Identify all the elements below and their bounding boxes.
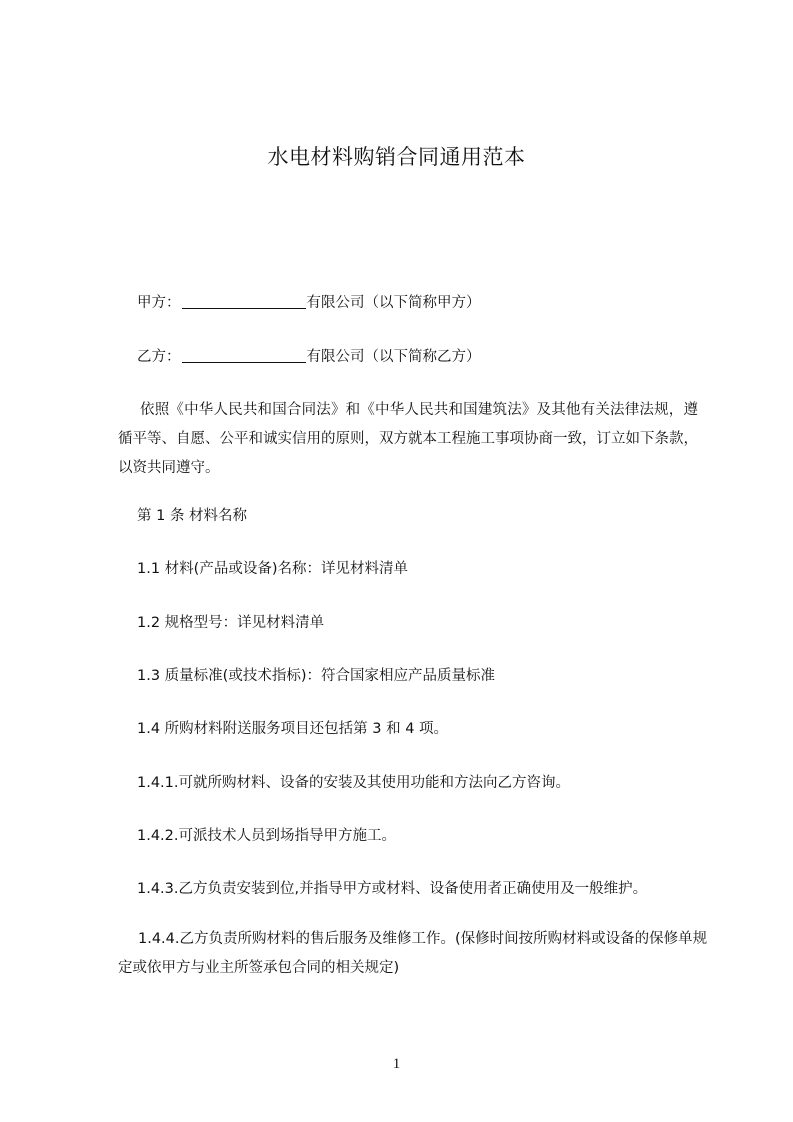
clause-1-4-1: 1.4.1.可就所购材料、设备的安装及其使用功能和方法向乙方咨询。 [137,775,571,791]
preamble-paragraph: 依照《中华人民共和国合同法》和《中华人民共和国建筑法》及其他有关法律法规，遵循平等、自愿、公平和诚实信用的原则，双方就本工程施工事项协商一致，订立如下条款，以资共同遵守。 [118,402,698,476]
clause-1-1: 1.1 材料(产品或设备)名称：详见材料清单 [137,561,408,577]
clause-1-4: 1.4 所购材料附送服务项目还包括第 3 和 4 项。 [137,721,449,737]
clause-1-3: 1.3 质量标准(或技术指标)：符合国家相应产品质量标准 [137,668,495,684]
party-b-suffix: 有限公司（以下简称乙方） [306,349,481,365]
clause-1-4-3: 1.4.3.乙方负责安装到位,并指导甲方或材料、设备使用者正确使用及一般维护。 [137,881,648,897]
party-b-label: 乙方： [137,349,181,365]
party-a-blank [182,294,306,309]
article-1-heading: 第 1 条 材料名称 [137,508,248,524]
clause-1-2: 1.2 规格型号：详见材料清单 [137,615,325,631]
party-b-blank [182,348,306,363]
party-a-line [137,291,481,312]
page-number: 1 [392,1056,401,1072]
clause-1-4-4: 1.4.4.乙方负责所购材料的售后服务及维修工作。(保修时间按所购材料或设备的保修单规定或依甲方与业主所签承包合同的相关规定) [118,931,708,976]
party-a-suffix: 有限公司（以下简称甲方） [306,295,481,311]
clause-1-4-2: 1.4.2.可派技术人员到场指导甲方施工。 [137,828,397,844]
document-title: 水电材料购销合同通用范本 [267,145,526,169]
party-a-label: 甲方： [137,295,181,311]
party-b-line [137,345,481,366]
